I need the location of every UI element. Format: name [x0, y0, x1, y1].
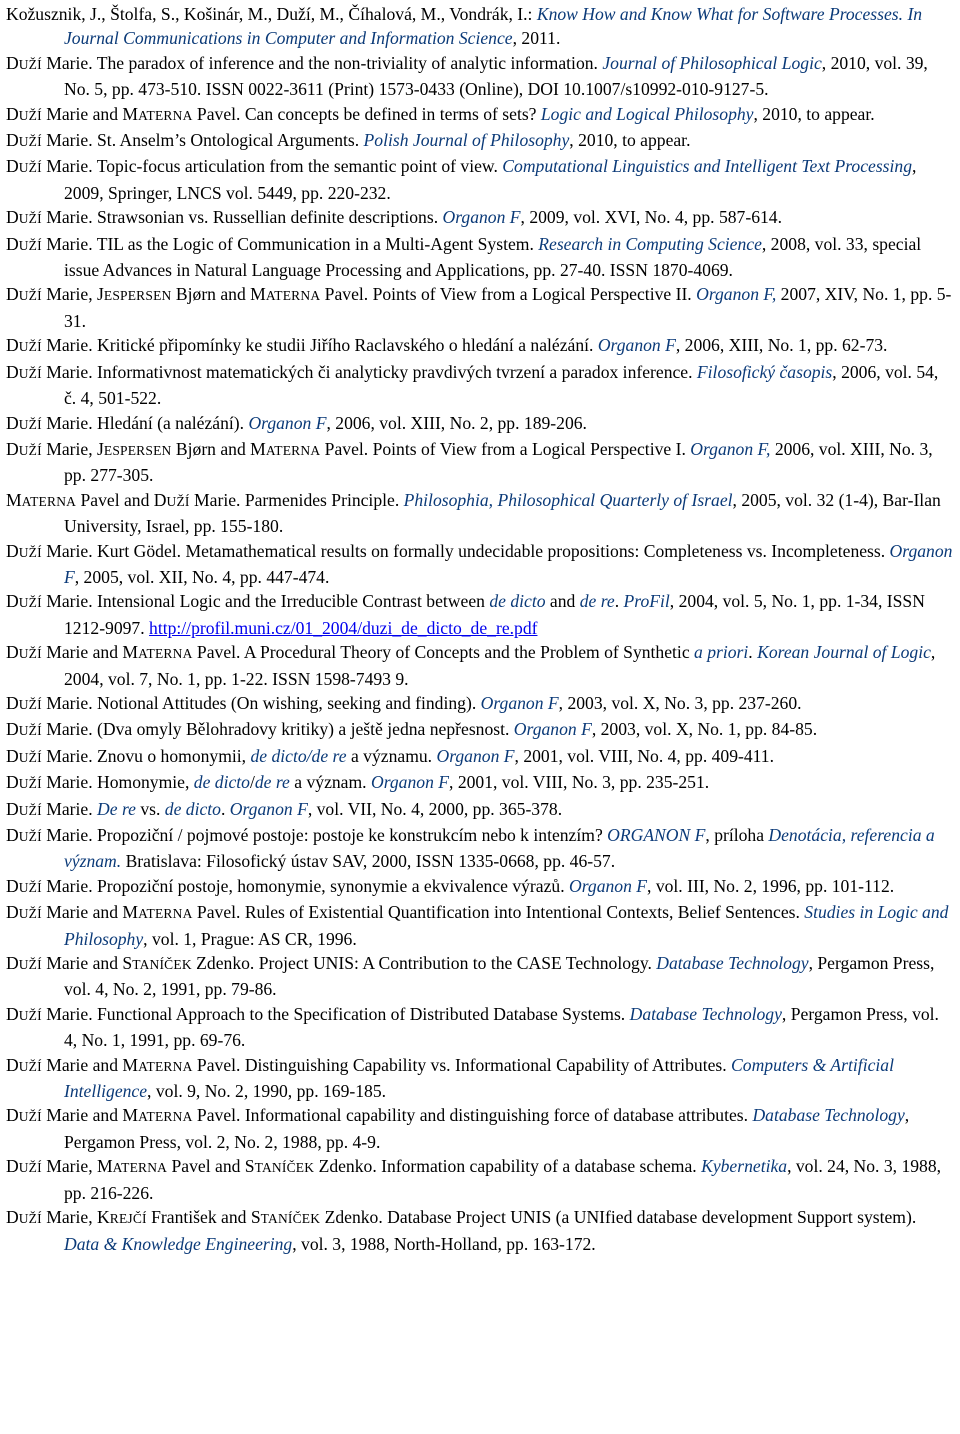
author-surname: ATERNA: [138, 107, 193, 123]
reference-entry: [6, 744, 954, 770]
reference-entry: [6, 691, 954, 717]
reference-entry: [6, 640, 954, 691]
reference-text: D: [6, 1054, 19, 1075]
reference-text: , 2010, to appear.: [569, 130, 691, 151]
author-surname: UŽÍ: [18, 749, 42, 765]
reference-text: , vol. III, No. 2, 1996, pp. 101-112.: [647, 875, 895, 896]
reference-text: , Pergamon Press, vol. 4, No. 1, 1991, pp. 69-76.: [64, 1003, 944, 1051]
reference-text: D: [6, 52, 19, 73]
reference-text: D: [6, 875, 19, 896]
reference-text: D: [6, 825, 19, 845]
author-surname: UŽÍ: [18, 723, 42, 739]
reference-venue: Database Technology: [656, 953, 809, 974]
reference-text: D: [6, 1003, 19, 1024]
reference-entry: [6, 1103, 954, 1154]
reference-text: Pavel and S: [167, 1156, 255, 1177]
author-surname: TANÍČEK: [132, 957, 192, 973]
reference-entry: [6, 360, 954, 411]
author-surname: UŽÍ: [18, 107, 42, 123]
reference-text: a význam.: [289, 772, 371, 793]
reference-text: .: [748, 642, 758, 663]
reference-venue: Filosofický časopis: [696, 361, 833, 382]
reference-entry: [6, 488, 954, 539]
author-surname: TANÍČEK: [254, 1160, 315, 1176]
reference-text: Marie. Notional Attitudes (On wishing, seeking and finding).: [41, 692, 481, 713]
reference-text: Marie. Hledání (a nalézání).: [41, 412, 249, 433]
reference-venue: Studies in Logic and Philosophy: [64, 902, 953, 949]
reference-venue: Database Technology: [752, 1105, 905, 1126]
reference-text: D: [6, 103, 19, 124]
reference-text: , 2008, vol. 33, special issue Advances in Natural Language Processing and Applications, pp. 27-40. ISSN 1870-4069.: [64, 233, 926, 281]
reference-entry: [6, 2, 954, 51]
reference-text: Marie. Strawsonian vs. Russellian definite descriptions.: [41, 207, 443, 228]
reference-text: Pavel. Distinguishing Capability vs. Informational Capability of Attributes.: [192, 1054, 732, 1075]
reference-venue: Organon F: [229, 798, 308, 819]
reference-text: Marie, K: [41, 1207, 110, 1228]
reference-text: D: [6, 130, 19, 151]
reference-text: , 2003, vol. X, No. 3, pp. 237-260.: [558, 692, 802, 713]
author-surname: UŽÍ: [18, 1160, 42, 1176]
reference-text: /: [249, 772, 255, 793]
author-surname: UŽÍ: [18, 288, 42, 304]
reference-text: , 2006, vol. 54, č. 4, 501-522.: [64, 361, 943, 409]
reference-entry: [6, 1053, 954, 1104]
reference-entry: [6, 539, 957, 590]
reference-text: , Pergamon Press, vol. 4, No. 2, 1991, pp. 79-86.: [64, 953, 939, 1000]
reference-text: D: [6, 719, 19, 740]
author-surname: UŽÍ: [18, 906, 42, 922]
author-surname: ATERNA: [21, 493, 77, 509]
reference-venue: ORGANON F: [607, 825, 706, 845]
reference-venue: Organon F: [436, 745, 515, 766]
reference-venue: Organon F: [248, 412, 327, 433]
reference-text: Marie and M: [41, 1105, 139, 1126]
reference-entry: [6, 232, 954, 283]
author-surname: ATERNA: [138, 1058, 193, 1074]
reference-venue: ProFil: [623, 591, 670, 612]
reference-text: Marie and M: [41, 902, 139, 923]
reference-text: D: [6, 361, 19, 382]
reference-venue: Computers & Artificial Intelligence: [64, 1054, 899, 1102]
reference-entry: [6, 717, 954, 743]
author-surname: UŽÍ: [18, 237, 42, 253]
reference-entry: [6, 900, 954, 951]
reference-text: D: [6, 233, 19, 254]
reference-venue: Journal of Philosophical Logic: [602, 52, 822, 73]
author-surname: ATERNA: [138, 646, 193, 662]
reference-text: Pavel and D: [76, 489, 167, 510]
reference-venue: Kybernetika: [701, 1156, 788, 1177]
reference-text: D: [6, 1207, 19, 1228]
author-surname: ESPERSEN: [103, 288, 172, 304]
author-surname: ATERNA: [138, 906, 193, 922]
reference-text: Zdenko. Database Project UNIS (a UNIfied database development Support system).: [320, 1207, 921, 1228]
reference-text: , 2006, vol. XIII, No. 2, pp. 189-206.: [326, 412, 587, 433]
reference-text: Marie. Topic-focus articulation from the semantic point of view.: [41, 156, 503, 177]
reference-text: Marie. Intensional Logic and the Irreducible Contrast between: [41, 591, 490, 612]
reference-text: D: [6, 902, 19, 923]
reference-text: , príloha: [705, 825, 769, 845]
author-surname: UŽÍ: [18, 416, 42, 432]
reference-venue: Organon F: [370, 772, 450, 793]
reference-entry: [6, 333, 954, 359]
reference-entry: [6, 1002, 954, 1053]
reference-text: D: [6, 438, 19, 459]
author-surname: ESPERSEN: [103, 442, 172, 458]
reference-text: Marie. Homonymie,: [41, 772, 194, 793]
reference-entry: [6, 951, 954, 1002]
reference-text: Pavel. A Procedural Theory of Concepts and the Problem of Synthetic: [192, 642, 695, 663]
author-surname: UŽÍ: [18, 211, 42, 227]
reference-text: 2007, XIV, No. 1, pp. 5-31.: [64, 284, 952, 331]
reference-entry: [6, 1154, 954, 1205]
reference-text: D: [6, 591, 19, 612]
reference-text: , 2001, vol. VIII, No. 4, pp. 409-411.: [514, 745, 775, 766]
reference-venue: de re: [254, 772, 290, 793]
reference-text: .: [220, 798, 230, 819]
reference-text: , 2001, vol. VIII, No. 3, pp. 235-251.: [449, 772, 710, 793]
reference-entry: [6, 797, 954, 823]
reference-text: , 2011.: [512, 28, 561, 49]
reference-venue: Database Technology: [629, 1003, 782, 1024]
reference-venue: Know How and Know What for Software Processes. In Journal Communications in Computer and Information Science: [64, 4, 927, 49]
reference-text: , 2004, vol. 7, No. 1, pp. 1-22. ISSN 1598-7493 9.: [64, 642, 940, 689]
author-surname: UŽÍ: [18, 776, 42, 792]
reference-entry: [6, 823, 954, 874]
author-surname: UŽÍ: [18, 544, 42, 560]
author-surname: UŽÍ: [18, 829, 42, 844]
author-surname: UŽÍ: [18, 1007, 42, 1023]
author-surname: UŽÍ: [18, 1058, 42, 1074]
author-surname: TANÍČEK: [260, 1211, 321, 1227]
reference-text: , 2005, vol. XII, No. 4, pp. 447-474.: [74, 566, 330, 587]
reference-text: D: [6, 745, 19, 766]
reference-entry: [6, 437, 954, 488]
reference-venue: Organon F: [513, 719, 592, 740]
reference-entry: [6, 770, 954, 796]
reference-venue: Organon F: [442, 207, 521, 228]
author-surname: UŽÍ: [18, 339, 42, 355]
author-surname: UŽÍ: [18, 595, 42, 611]
author-surname: UŽÍ: [18, 696, 42, 712]
reference-text: Pavel. Rules of Existential Quantification into Intentional Contexts, Belief Sentences.: [192, 902, 805, 923]
reference-link[interactable]: http://profil.muni.cz/01_2004/duzi_de_dicto_de_re.pdf: [149, 617, 538, 638]
reference-text: Marie and M: [41, 103, 139, 124]
reference-text: D: [6, 953, 19, 974]
author-surname: UŽÍ: [18, 1211, 42, 1227]
reference-text: D: [6, 412, 19, 433]
reference-venue: a priori: [694, 642, 749, 663]
reference-entry: [6, 282, 954, 333]
reference-text: , vol. 3, 1988, North-Holland, pp. 163-172.: [292, 1233, 596, 1254]
reference-text: Marie, J: [41, 438, 104, 459]
reference-text: Marie. TIL as the Logic of Communication in a Multi-Agent System.: [41, 233, 539, 254]
reference-text: , 2005, vol. 32 (1-4), Bar-Ilan University, Israel, pp. 155-180.: [64, 489, 946, 537]
author-surname: UŽÍ: [18, 1109, 42, 1125]
reference-text: D: [6, 798, 19, 819]
reference-text: D: [6, 156, 19, 177]
reference-venue: Korean Journal of Logic: [757, 642, 931, 663]
reference-text: Marie. Parmenides Principle.: [189, 489, 404, 510]
reference-text: , 2006, XIII, No. 1, pp. 62-73.: [675, 335, 888, 356]
reference-text: D: [6, 540, 19, 561]
reference-venue: Organon F: [64, 540, 957, 587]
reference-text: Marie. Propoziční / pojmové postoje: postoje ke konstrukcím nebo k intenzím?: [41, 825, 608, 845]
reference-text: Marie, M: [41, 1156, 113, 1177]
reference-text: D: [6, 1105, 19, 1126]
reference-text: D: [6, 335, 19, 356]
author-surname: UŽÍ: [18, 160, 42, 176]
reference-venue: Research in Computing Science: [538, 233, 762, 254]
reference-venue: Organon F: [569, 875, 648, 896]
reference-entry: [6, 51, 954, 102]
reference-venue: de dicto/de re: [250, 745, 347, 766]
reference-text: Marie. Propoziční postoje, homonymie, synonymie a ekvivalence výrazů.: [41, 875, 569, 896]
reference-text: D: [6, 207, 19, 228]
reference-text: Marie.: [41, 798, 98, 819]
reference-text: Zdenko. Project UNIS: A Contribution to the CASE Technology.: [191, 953, 657, 974]
reference-text: and: [545, 591, 580, 612]
author-surname: ATERNA: [138, 1109, 193, 1125]
reference-venue: de re: [579, 591, 615, 612]
reference-venue: Organon F,: [690, 438, 771, 459]
reference-entry: [6, 154, 954, 205]
reference-text: Marie. (Dva omyly Bělohradovy kritiky) a ještě jedna nepřesnost.: [41, 719, 514, 740]
reference-text: , vol. 24, No. 3, 1988, pp. 216-226.: [64, 1156, 946, 1203]
reference-venue: Logic and Logical Philosophy: [540, 103, 754, 124]
reference-text: D: [6, 284, 19, 305]
author-surname: UŽÍ: [18, 802, 42, 818]
reference-text: Bjørn and M: [171, 438, 266, 459]
reference-text: Pavel. Points of View from a Logical Perspective II.: [320, 284, 697, 305]
reference-text: Marie and S: [41, 953, 133, 974]
reference-text: František and S: [146, 1207, 261, 1228]
author-surname: UŽÍ: [166, 493, 190, 509]
reference-text: , 2009, vol. XVI, No. 4, pp. 587-614.: [520, 207, 782, 228]
reference-venue: de dicto: [164, 798, 221, 819]
reference-text: Marie. Functional Approach to the Specification of Distributed Database Systems.: [41, 1003, 630, 1024]
author-surname: ATERNA: [265, 288, 321, 304]
reference-text: D: [6, 692, 19, 713]
reference-text: Marie. Kurt Gödel. Metamathematical results on formally undecidable propositions: Completeness vs. Incompleteness.: [41, 540, 890, 561]
reference-text: Marie, J: [41, 284, 104, 305]
reference-text: Kožusznik, J., Štolfa, S., Košinár, M., Duží, M., Číhalová, M., Vondrák, I.:: [6, 4, 537, 24]
reference-text: vs.: [135, 798, 165, 819]
reference-venue: Computational Linguistics and Intelligent Text Processing: [502, 156, 912, 177]
reference-text: Marie. Informativnost matematických či analyticky pravdivých tvrzení a paradox inference.: [41, 361, 697, 382]
reference-text: , vol. 9, No. 2, 1990, pp. 169-185.: [147, 1081, 387, 1102]
reference-text: Zdenko. Information capability of a database schema.: [314, 1156, 702, 1177]
reference-venue: Organon F: [597, 335, 676, 356]
reference-entry: [6, 128, 954, 154]
author-surname: REJČÍ: [109, 1211, 147, 1227]
reference-text: , Pergamon Press, vol. 2, No. 2, 1988, pp. 4-9.: [64, 1105, 914, 1152]
reference-text: a významu.: [346, 745, 437, 766]
author-surname: UŽÍ: [18, 56, 42, 72]
reference-text: , 2010, to appear.: [753, 103, 875, 124]
reference-text: Bjørn and M: [171, 284, 266, 305]
reference-venue: Philosophia, Philosophical Quarterly of Israel: [403, 489, 733, 510]
reference-entry: [6, 411, 954, 437]
reference-venue: Polish Journal of Philosophy: [363, 130, 570, 151]
reference-entry: [6, 205, 954, 231]
reference-text: Marie. St. Anselm’s Ontological Arguments.: [41, 130, 364, 151]
reference-entry: [6, 589, 954, 640]
author-surname: UŽÍ: [18, 134, 42, 150]
reference-venue: Organon F,: [696, 284, 777, 305]
reference-entry: [6, 102, 954, 128]
reference-text: , 2009, Springer, LNCS vol. 5449, pp. 220-232.: [64, 156, 921, 203]
reference-venue: de dicto: [193, 772, 250, 793]
reference-text: Marie. Kritické připomínky ke studii Jiřího Raclavského o hledání a nalézání.: [41, 335, 598, 356]
reference-entry: [6, 1205, 954, 1256]
reference-text: D: [6, 642, 19, 663]
reference-text: Marie. Znovu o homonymii,: [41, 745, 251, 766]
reference-text: , vol. VII, No. 4, 2000, pp. 365-378.: [307, 798, 563, 819]
reference-text: .: [614, 591, 624, 612]
reference-venue: De re: [97, 798, 136, 819]
reference-venue: Organon F: [480, 692, 559, 713]
reference-text: D: [6, 772, 19, 793]
reference-text: , 2003, vol. X, No. 1, pp. 84-85.: [591, 719, 818, 740]
reference-text: Pavel. Can concepts be defined in terms of sets?: [192, 103, 541, 124]
reference-venue: Denotácia, referencia a význam.: [64, 825, 940, 872]
reference-text: 2006, vol. XIII, No. 3, pp. 277-305.: [64, 438, 938, 486]
reference-text: D: [6, 1156, 19, 1177]
reference-venue: de dicto: [489, 591, 546, 612]
reference-text: Pavel. Informational capability and distinguishing force of database attributes.: [192, 1105, 753, 1126]
reference-text: M: [6, 489, 22, 510]
reference-text: , vol. 1, Prague: AS CR, 1996.: [143, 928, 357, 949]
reference-entry: [6, 874, 954, 900]
author-surname: UŽÍ: [18, 879, 42, 895]
reference-text: , 2010, vol. 39, No. 5, pp. 473-510. ISSN 0022-3611 (Print) 1573-0433 (Online), DOI 10.1007/s10992-010-9127-5.: [64, 52, 933, 100]
author-surname: UŽÍ: [18, 957, 42, 973]
reference-venue: Data & Knowledge Engineering: [64, 1233, 293, 1254]
reference-text: , 2004, vol. 5, No. 1, pp. 1-34, ISSN 1212-9097.: [64, 591, 930, 638]
reference-text: Marie and M: [41, 642, 139, 663]
author-surname: UŽÍ: [18, 365, 42, 381]
reference-text: Marie. The paradox of inference and the non-triviality of analytic information.: [41, 52, 603, 73]
reference-text: Bratislava: Filosofický ústav SAV, 2000, ISSN 1335-0668, pp. 46-57.: [121, 851, 616, 872]
author-surname: ATERNA: [265, 442, 321, 458]
author-surname: UŽÍ: [18, 646, 42, 662]
reference-text: Marie and M: [41, 1054, 139, 1075]
author-surname: ATERNA: [112, 1160, 168, 1176]
reference-text: Pavel. Points of View from a Logical Perspective I.: [320, 438, 691, 459]
author-surname: UŽÍ: [18, 442, 42, 458]
